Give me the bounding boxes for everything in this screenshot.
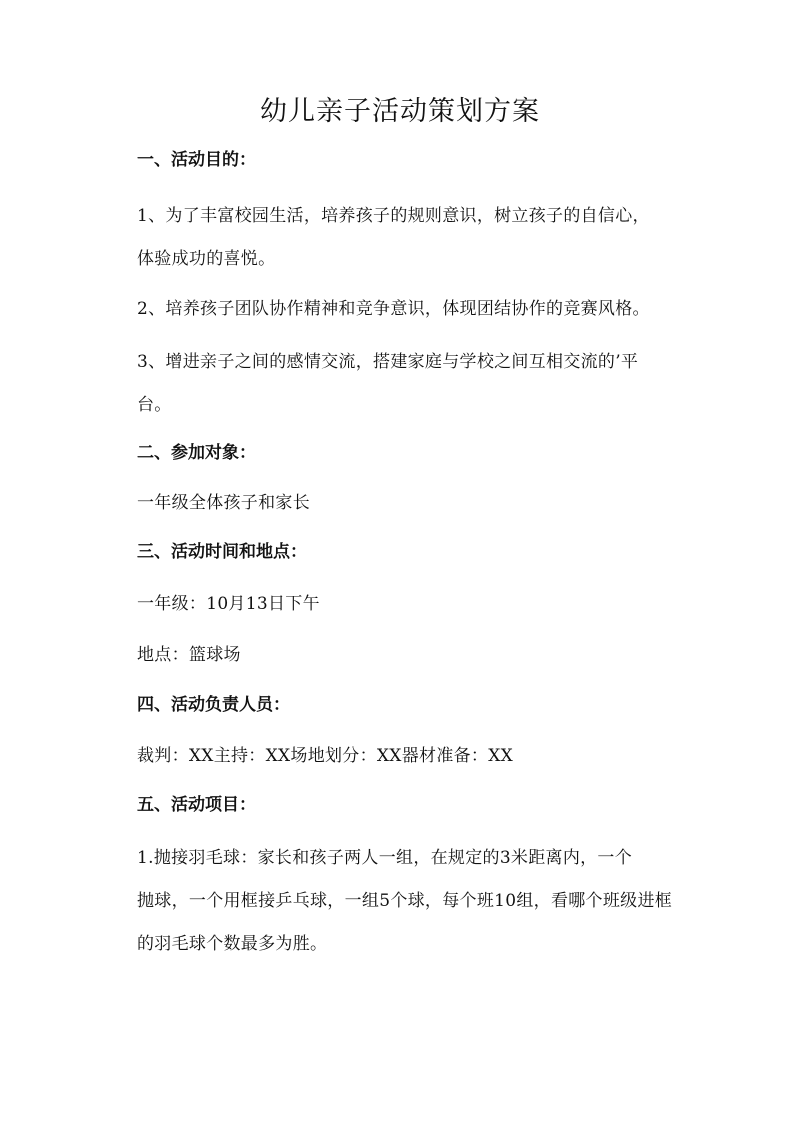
paragraph-line: 一年级全体孩子和家长 <box>137 493 310 513</box>
paragraph-line: 的羽毛球个数最多为胜。 <box>137 934 328 954</box>
section-heading-purpose: 一、活动目的： <box>137 150 256 170</box>
paragraph-line: 体验成功的喜悦。 <box>137 249 276 269</box>
section-heading-staff: 四、活动负责人员： <box>137 695 290 715</box>
section-heading-activities: 五、活动项目： <box>137 795 256 815</box>
section-heading-participants: 二、参加对象： <box>137 443 256 463</box>
section-heading-time-place: 三、活动时间和地点： <box>137 542 307 562</box>
paragraph-line: 地点：篮球场 <box>137 645 241 665</box>
paragraph-line: 3、增进亲子之间的感情交流，搭建家庭与学校之间互相交流的’平 <box>137 352 639 372</box>
paragraph-line: 一年级：10月13日下午 <box>137 594 320 614</box>
paragraph-line: 抛球，一个用框接乒乓球，一组5个球，每个班10组，看哪个班级进框 <box>137 891 673 911</box>
paragraph-line: 台。 <box>137 395 172 415</box>
document-title: 幼儿亲子活动策划方案 <box>260 96 540 127</box>
paragraph-line: 裁判：XX主持：XX场地划分：XX器材准备：XX <box>137 746 514 766</box>
paragraph-line: 2、培养孩子团队协作精神和竞争意识，体现团结协作的竞赛风格。 <box>137 299 650 319</box>
paragraph-line: 1.抛接羽毛球：家长和孩子两人一组，在规定的3米距离内，一个 <box>137 848 633 868</box>
paragraph-line: 1、为了丰富校园生活，培养孩子的规则意识，树立孩子的自信心， <box>137 206 650 226</box>
